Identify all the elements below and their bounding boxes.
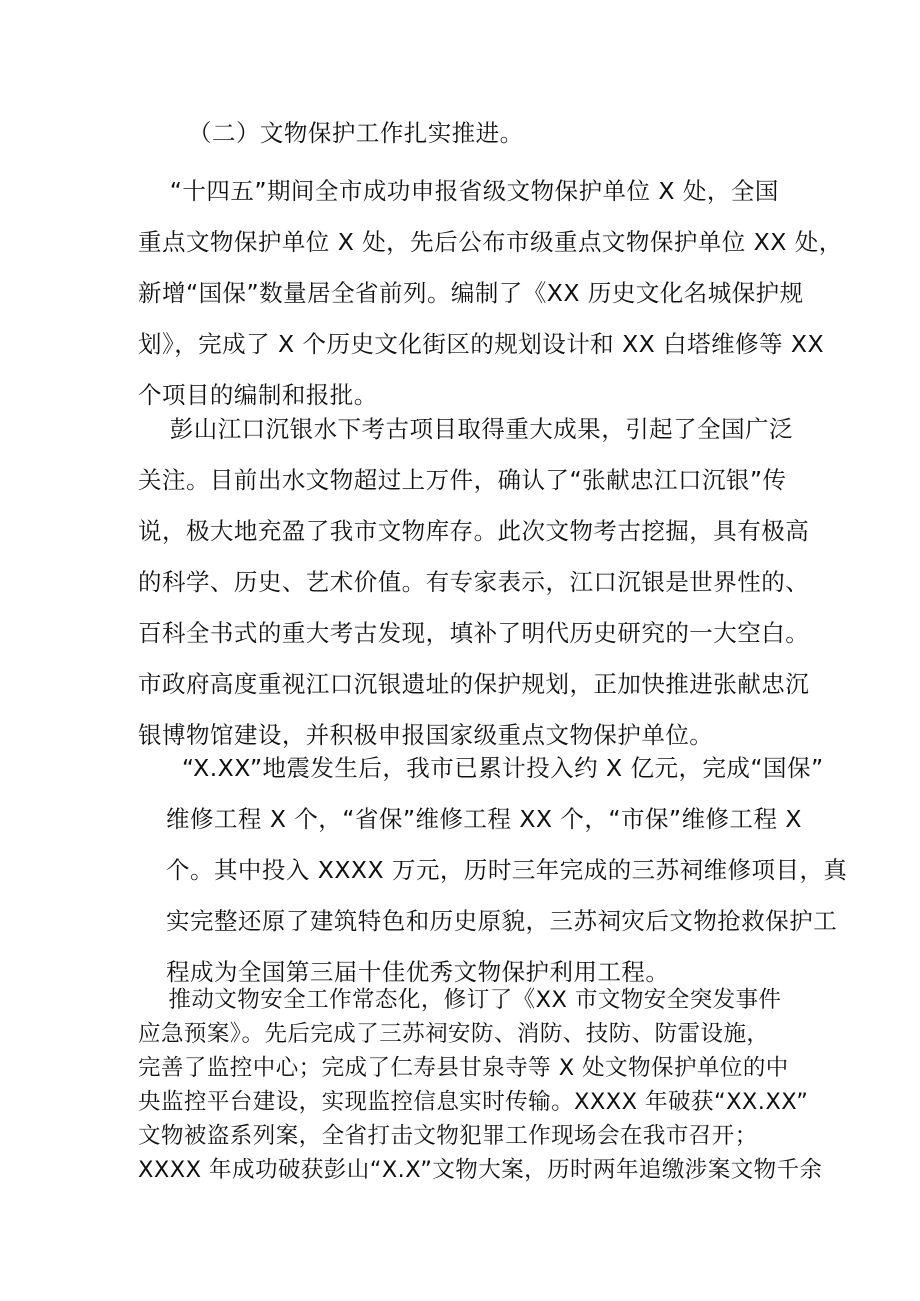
text-line: “十四五”期间全市成功申报省级文物保护单位 X 处，全国 <box>138 177 779 205</box>
text-line: 个项目的编制和报批。 <box>138 381 378 409</box>
text-line: 程成为全国第三届十佳优秀文物保护利用工程。 <box>166 958 670 986</box>
text-line: 新增“国保”数量居全省前列。编制了《XX 历史文化名城保护规 <box>138 279 804 307</box>
paragraph-safety <box>138 983 823 1187</box>
text-line: “X.XX”地震发生后，我市已累计投入约 X 亿元，完成“国保” <box>166 754 824 782</box>
text-line: 市政府高度重视江口沉银遗址的保护规划，正加快推进张献忠沉 <box>138 670 810 698</box>
text-line: 实完整还原了建筑特色和历史原貌，三苏祠灾后文物抢救保护工 <box>166 907 838 935</box>
text-line: 关注。目前出水文物超过上万件，确认了“张献忠江口沉银”传 <box>138 466 787 494</box>
text-line: 划》，完成了 X 个历史文化街区的规划设计和 XX 白塔维修等 XX <box>138 330 825 358</box>
text-line: 重点文物保护单位 X 处，先后公布市级重点文物保护单位 XX 处， <box>138 228 843 256</box>
text-line: 个。其中投入 XXXX 万元，历时三年完成的三苏祠维修项目，真 <box>166 856 848 884</box>
text-line: 百科全书式的重大考古发现，填补了明代历史研究的一大空白。 <box>138 619 810 647</box>
text-line: （二）文物保护工作扎实推进。 <box>188 119 524 147</box>
text-line: XXXX 年成功破获彭山“X.X”文物大案，历时两年追缴涉案文物千余 <box>138 1157 823 1183</box>
text-line: 的科学、历史、艺术价值。有专家表示，江口沉银是世界性的、 <box>138 568 810 596</box>
text-line: 维修工程 X 个，“省保”维修工程 XX 个，“市保”维修工程 X <box>166 805 802 833</box>
text-line: 完善了监控中心；完成了仁寿县甘泉寺等 X 处文物保护单位的中 <box>138 1055 789 1081</box>
text-line: 应急预案》。先后完成了三苏祠安防、消防、技防、防雷设施， <box>138 1021 770 1047</box>
text-line: 推动文物安全工作常态化，修订了《XX 市文物安全突发事件 <box>138 987 782 1013</box>
text-line: 说，极大地充盈了我市文物库存。此次文物考古挖掘，具有极高 <box>138 517 810 545</box>
section-heading <box>188 116 524 151</box>
paragraph-earthquake-repair <box>166 743 847 998</box>
text-line: 彭山江口沉银水下考古项目取得重大成果，引起了全国广泛 <box>138 415 793 443</box>
text-line: 银博物馆建设，并积极申报国家级重点文物保护单位。 <box>138 721 714 749</box>
paragraph-archaeology <box>138 404 809 761</box>
text-line: 文物被盗系列案，全省打击文物犯罪工作现场会在我市召开； <box>138 1123 758 1149</box>
text-line: 央监控平台建设，实现监控信息实时传输。XXXX 年破获“XX.XX” <box>138 1089 809 1115</box>
paragraph-heritage-sites <box>138 166 843 421</box>
